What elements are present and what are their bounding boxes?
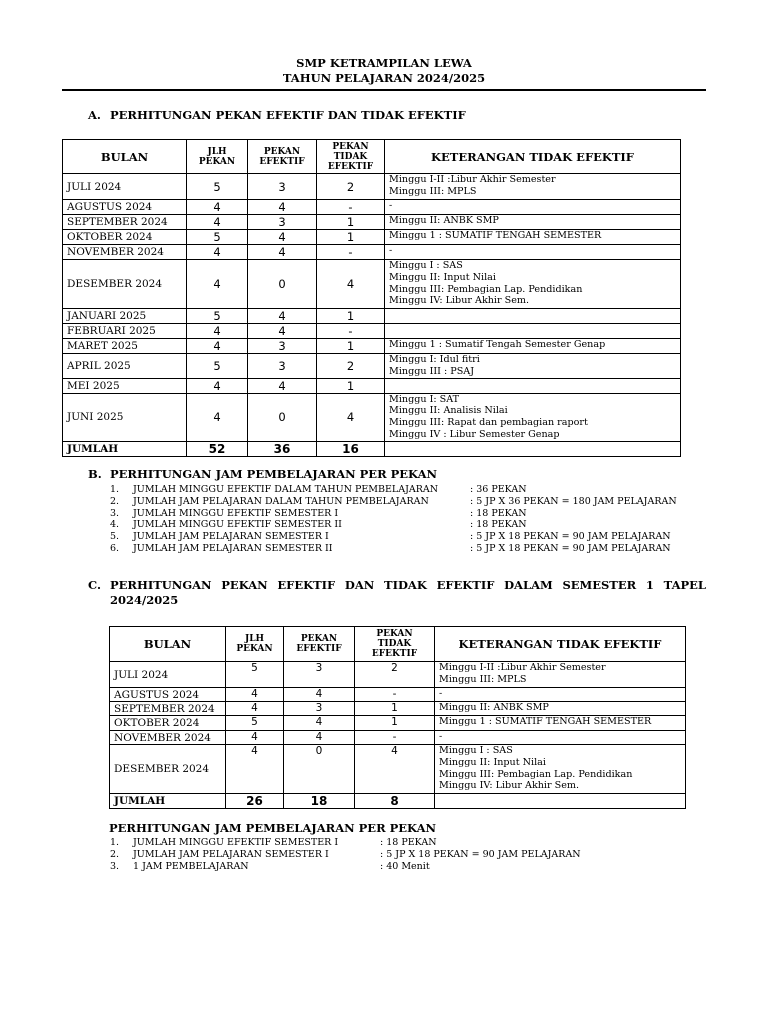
- keterangan-line: Minggu III: MPLS: [389, 185, 477, 197]
- pekan-tidak-efektif-cell: 1: [317, 339, 385, 354]
- calc-item: [110, 496, 710, 508]
- item-value: : 5 JP X 18 PEKAN = 90 JAM PELAJARAN: [470, 542, 671, 554]
- pekan-tidak-efektif-cell: -: [355, 688, 435, 702]
- month-cell: JULI 2024: [63, 174, 187, 200]
- pekan-tidak-efektif-cell: 1: [317, 309, 385, 324]
- school-name: SMP KETRAMPILAN LEWA: [296, 56, 472, 70]
- item-label: JUMLAH MINGGU EFEKTIF SEMESTER I: [133, 507, 339, 519]
- col-keterangan: KETERANGAN TIDAK EFEKTIF: [435, 627, 686, 662]
- keterangan-cell: [385, 339, 681, 354]
- table-row: [63, 378, 681, 393]
- keterangan-cell: [435, 688, 686, 702]
- total-row: [63, 441, 681, 456]
- jlh-pekan-cell: 4: [187, 215, 248, 230]
- table-header-row: [63, 140, 681, 174]
- pekan-efektif-cell: 3: [248, 174, 317, 200]
- table-row: [63, 309, 681, 324]
- keterangan-cell: [385, 174, 681, 200]
- item-value: : 36 PEKAN: [470, 484, 527, 495]
- pekan-efektif-cell: 4: [248, 200, 317, 215]
- table-row: [110, 688, 686, 702]
- keterangan-cell: [385, 324, 681, 339]
- month-cell: APRIL 2025: [63, 354, 187, 379]
- section-a-title: [88, 108, 466, 123]
- pekan-efektif-cell: 0: [284, 745, 355, 794]
- keterangan-line: Minggu II: Input Nilai: [389, 271, 496, 283]
- pekan-tidak-efektif-cell: 4: [317, 260, 385, 309]
- calc-item: [110, 531, 710, 543]
- pekan-efektif-cell: 4: [248, 324, 317, 339]
- item-label: JUMLAH JAM PELAJARAN SEMESTER I: [133, 531, 329, 543]
- jlh-pekan-cell: 5: [226, 716, 284, 731]
- keterangan-cell: [385, 309, 681, 324]
- item-value: : 18 PEKAN: [470, 507, 527, 519]
- section-c-title-line2: 2024/2025: [110, 593, 179, 607]
- item-number: 3.: [110, 507, 120, 519]
- pekan-tidak-efektif-cell: -: [355, 731, 435, 745]
- total-keterangan-empty: [435, 794, 686, 809]
- jlh-pekan-cell: 5: [187, 174, 248, 200]
- keterangan-line: Minggu 1 : SUMATIF TENGAH SEMESTER: [439, 716, 652, 727]
- pekan-tidak-efektif-cell: -: [317, 245, 385, 260]
- keterangan-cell: [385, 393, 681, 441]
- table-row: [63, 174, 681, 200]
- table-row: [63, 393, 681, 441]
- item-value: : 5 JP X 36 PEKAN = 180 JAM PELAJARAN: [470, 495, 677, 507]
- table-pekan-efektif-semester-1: [109, 626, 686, 809]
- pekan-efektif-cell: 4: [248, 245, 317, 260]
- table-row: [110, 716, 686, 731]
- section-a-letter: A.: [88, 108, 101, 122]
- keterangan-line: Minggu I: Idul fitri: [389, 354, 480, 365]
- pekan-efektif-cell: 3: [284, 702, 355, 716]
- item-number: 2.: [110, 495, 120, 507]
- calc-item: [110, 543, 710, 555]
- table-row: [110, 662, 686, 688]
- pekan-efektif-cell: 4: [284, 688, 355, 702]
- table-row: [63, 245, 681, 260]
- table-header-row: [110, 627, 686, 662]
- keterangan-line: Minggu III : PSAJ: [389, 365, 475, 377]
- month-cell: OKTOBER 2024: [110, 716, 226, 731]
- academic-year: TAHUN PELAJARAN 2024/2025: [282, 71, 486, 85]
- col-bulan: BULAN: [110, 627, 226, 662]
- table-pekan-efektif-tahunan: [62, 139, 681, 457]
- keterangan-cell: [385, 354, 681, 379]
- month-cell: MEI 2025: [63, 378, 187, 393]
- keterangan-line: Minggu I-II :Libur Akhir Semester: [389, 174, 556, 185]
- keterangan-line: Minggu II: Input Nilai: [439, 756, 546, 768]
- item-label: JUMLAH MINGGU EFEKTIF SEMESTER I: [133, 837, 339, 848]
- item-value: : 5 JP X 18 PEKAN = 90 JAM PELAJARAN: [380, 848, 581, 860]
- month-cell: DESEMBER 2024: [63, 260, 187, 309]
- keterangan-line: Minggu I: SAT: [389, 393, 460, 405]
- keterangan-cell: [385, 378, 681, 393]
- keterangan-line: Minggu II: ANBK SMP: [389, 215, 499, 226]
- pekan-efektif-cell: 4: [284, 716, 355, 731]
- month-cell: OKTOBER 2024: [63, 230, 187, 245]
- keterangan-line: Minggu 1 : SUMATIF TENGAH SEMESTER: [389, 230, 602, 241]
- pekan-tidak-efektif-cell: 2: [317, 354, 385, 379]
- pekan-efektif-cell: 0: [248, 393, 317, 441]
- item-number: 1.: [110, 837, 120, 848]
- col-pekan-efektif: PEKAN EFEKTIF: [248, 140, 317, 174]
- item-value: : 5 JP X 18 PEKAN = 90 JAM PELAJARAN: [470, 531, 671, 543]
- keterangan-line: Minggu I-II :Libur Akhir Semester: [439, 662, 606, 673]
- pekan-efektif-cell: 3: [248, 354, 317, 379]
- calc-item: [110, 849, 670, 861]
- month-cell: SEPTEMBER 2024: [63, 215, 187, 230]
- calc-item: [110, 519, 710, 531]
- total-label: JUMLAH: [63, 441, 187, 456]
- section-c-letter: C.: [88, 578, 101, 592]
- jlh-pekan-cell: 5: [187, 309, 248, 324]
- total-label: JUMLAH: [110, 794, 226, 809]
- calc-item: [110, 484, 710, 496]
- jlh-pekan-cell: 4: [187, 260, 248, 309]
- item-label: JUMLAH MINGGU EFEKTIF SEMESTER II: [133, 519, 342, 531]
- keterangan-cell: [385, 230, 681, 245]
- month-cell: AGUSTUS 2024: [63, 200, 187, 215]
- table-row: [63, 339, 681, 354]
- section-d-title: PERHITUNGAN JAM PEMBELAJARAN PER PEKAN: [109, 821, 437, 835]
- col-pekan-tidak-efektif: PEKAN TIDAK EFEKTIF: [317, 140, 385, 174]
- jam-pembelajaran-list: [110, 484, 710, 555]
- section-c-title-line1: PERHITUNGAN PEKAN EFEKTIF DAN TIDAK EFEKTIF DALAM SEMESTER 1 TAPEL: [110, 578, 706, 592]
- item-value: : 18 PEKAN: [470, 519, 527, 531]
- keterangan-line: -: [389, 245, 393, 256]
- pekan-efektif-cell: 3: [284, 662, 355, 688]
- table-row: [63, 324, 681, 339]
- keterangan-line: Minggu IV: Libur Akhir Sem.: [389, 295, 530, 307]
- section-c-title: [88, 578, 706, 608]
- pekan-tidak-efektif-cell: 1: [317, 378, 385, 393]
- keterangan-line: -: [439, 688, 443, 699]
- total-jlh-pekan: 26: [226, 794, 284, 809]
- jlh-pekan-cell: 5: [187, 354, 248, 379]
- total-keterangan-empty: [385, 441, 681, 456]
- month-cell: JULI 2024: [110, 662, 226, 688]
- document-header: [62, 56, 706, 86]
- keterangan-line: Minggu IV : Libur Semester Genap: [389, 428, 560, 440]
- keterangan-line: -: [389, 200, 393, 211]
- table-row: [63, 200, 681, 215]
- month-cell: NOVEMBER 2024: [63, 245, 187, 260]
- pekan-tidak-efektif-cell: 1: [355, 702, 435, 716]
- month-cell: JUNI 2025: [63, 393, 187, 441]
- item-label: 1 JAM PEMBELAJARAN: [133, 860, 249, 872]
- keterangan-cell: [385, 260, 681, 309]
- section-b-letter: B.: [88, 467, 102, 481]
- keterangan-cell: [435, 731, 686, 745]
- jlh-pekan-cell: 4: [187, 245, 248, 260]
- jlh-pekan-cell: 4: [226, 745, 284, 794]
- total-pekan-tidak-efektif: 16: [317, 441, 385, 456]
- pekan-efektif-cell: 4: [248, 230, 317, 245]
- keterangan-line: Minggu IV: Libur Akhir Sem.: [439, 780, 580, 792]
- keterangan-line: Minggu II: Analisis Nilai: [389, 405, 508, 417]
- keterangan-line: -: [439, 731, 443, 742]
- item-label: JUMLAH JAM PELAJARAN DALAM TAHUN PEMBELAJARAN: [133, 495, 429, 507]
- total-pekan-efektif: 36: [248, 441, 317, 456]
- keterangan-cell: [435, 702, 686, 716]
- pekan-tidak-efektif-cell: 2: [317, 174, 385, 200]
- total-pekan-efektif: 18: [284, 794, 355, 809]
- pekan-tidak-efektif-cell: 1: [317, 215, 385, 230]
- item-label: JUMLAH JAM PELAJARAN SEMESTER I: [133, 848, 329, 860]
- pekan-tidak-efektif-cell: -: [317, 324, 385, 339]
- keterangan-cell: [385, 215, 681, 230]
- month-cell: AGUSTUS 2024: [110, 688, 226, 702]
- pekan-tidak-efektif-cell: -: [317, 200, 385, 215]
- item-number: 3.: [110, 860, 120, 872]
- total-row: [110, 794, 686, 809]
- item-label: JUMLAH JAM PELAJARAN SEMESTER II: [133, 542, 333, 554]
- month-cell: SEPTEMBER 2024: [110, 702, 226, 716]
- item-number: 2.: [110, 848, 120, 860]
- pekan-tidak-efektif-cell: 4: [317, 393, 385, 441]
- jlh-pekan-cell: 4: [187, 200, 248, 215]
- pekan-efektif-cell: 4: [248, 309, 317, 324]
- jlh-pekan-cell: 4: [226, 702, 284, 716]
- pekan-tidak-efektif-cell: 1: [355, 716, 435, 731]
- col-bulan: BULAN: [63, 140, 187, 174]
- col-jlh-pekan: JLH PEKAN: [226, 627, 284, 662]
- keterangan-line: Minggu 1 : Sumatif Tengah Semester Genap: [389, 339, 606, 350]
- table-row: [63, 260, 681, 309]
- keterangan-line: Minggu III: Pembagian Lap. Pendidikan: [389, 283, 583, 295]
- month-cell: NOVEMBER 2024: [110, 731, 226, 745]
- month-cell: DESEMBER 2024: [110, 745, 226, 794]
- jlh-pekan-cell: 4: [187, 339, 248, 354]
- jlh-pekan-cell: 5: [187, 230, 248, 245]
- table-row: [63, 215, 681, 230]
- col-jlh-pekan: JLH PEKAN: [187, 140, 248, 174]
- month-cell: MARET 2025: [63, 339, 187, 354]
- pekan-tidak-efektif-cell: 1: [317, 230, 385, 245]
- pekan-tidak-efektif-cell: 4: [355, 745, 435, 794]
- keterangan-line: Minggu III: Pembagian Lap. Pendidikan: [439, 768, 633, 780]
- pekan-efektif-cell: 4: [284, 731, 355, 745]
- keterangan-line: Minggu I : SAS: [389, 260, 463, 271]
- jlh-pekan-cell: 4: [226, 688, 284, 702]
- section-b-title-text: PERHITUNGAN JAM PEMBELAJARAN PER PEKAN: [110, 467, 438, 481]
- calc-item: [110, 861, 670, 873]
- month-cell: JANUARI 2025: [63, 309, 187, 324]
- table-row: [63, 354, 681, 379]
- section-b-title: [88, 467, 437, 482]
- jam-pembelajaran-semester-1-list: [110, 837, 670, 872]
- item-number: 1.: [110, 484, 120, 495]
- table-row: [110, 702, 686, 716]
- item-label: JUMLAH MINGGU EFEKTIF DALAM TAHUN PEMBELAJARAN: [133, 484, 439, 495]
- calc-item: [110, 837, 670, 849]
- jlh-pekan-cell: 4: [187, 393, 248, 441]
- jlh-pekan-cell: 5: [226, 662, 284, 688]
- keterangan-line: Minggu III: MPLS: [439, 673, 527, 685]
- keterangan-line: Minggu I : SAS: [439, 745, 513, 756]
- col-pekan-efektif: PEKAN EFEKTIF: [284, 627, 355, 662]
- item-number: 5.: [110, 531, 120, 543]
- section-a-title-text: PERHITUNGAN PEKAN EFEKTIF DAN TIDAK EFEKTIF: [110, 108, 466, 122]
- pekan-tidak-efektif-cell: 2: [355, 662, 435, 688]
- calc-item: [110, 508, 710, 520]
- keterangan-cell: [385, 245, 681, 260]
- table-row: [110, 731, 686, 745]
- table-row: [110, 745, 686, 794]
- jlh-pekan-cell: 4: [187, 378, 248, 393]
- pekan-efektif-cell: 3: [248, 339, 317, 354]
- keterangan-line: Minggu III: Rapat dan pembagian raport: [389, 417, 588, 429]
- table-row: [63, 230, 681, 245]
- keterangan-cell: [435, 716, 686, 731]
- pekan-efektif-cell: 4: [248, 378, 317, 393]
- keterangan-line: Minggu II: ANBK SMP: [439, 702, 549, 713]
- jlh-pekan-cell: 4: [226, 731, 284, 745]
- header-double-rule: [62, 89, 706, 91]
- pekan-efektif-cell: 0: [248, 260, 317, 309]
- col-pekan-tidak-efektif: PEKAN TIDAK EFEKTIF: [355, 627, 435, 662]
- item-value: : 18 PEKAN: [380, 837, 437, 848]
- item-number: 4.: [110, 519, 120, 531]
- keterangan-cell: [385, 200, 681, 215]
- col-keterangan: KETERANGAN TIDAK EFEKTIF: [385, 140, 681, 174]
- item-number: 6.: [110, 542, 120, 554]
- pekan-efektif-cell: 3: [248, 215, 317, 230]
- item-value: : 40 Menit: [380, 860, 430, 872]
- month-cell: FEBRUARI 2025: [63, 324, 187, 339]
- keterangan-cell: [435, 662, 686, 688]
- keterangan-cell: [435, 745, 686, 794]
- total-jlh-pekan: 52: [187, 441, 248, 456]
- jlh-pekan-cell: 4: [187, 324, 248, 339]
- total-pekan-tidak-efektif: 8: [355, 794, 435, 809]
